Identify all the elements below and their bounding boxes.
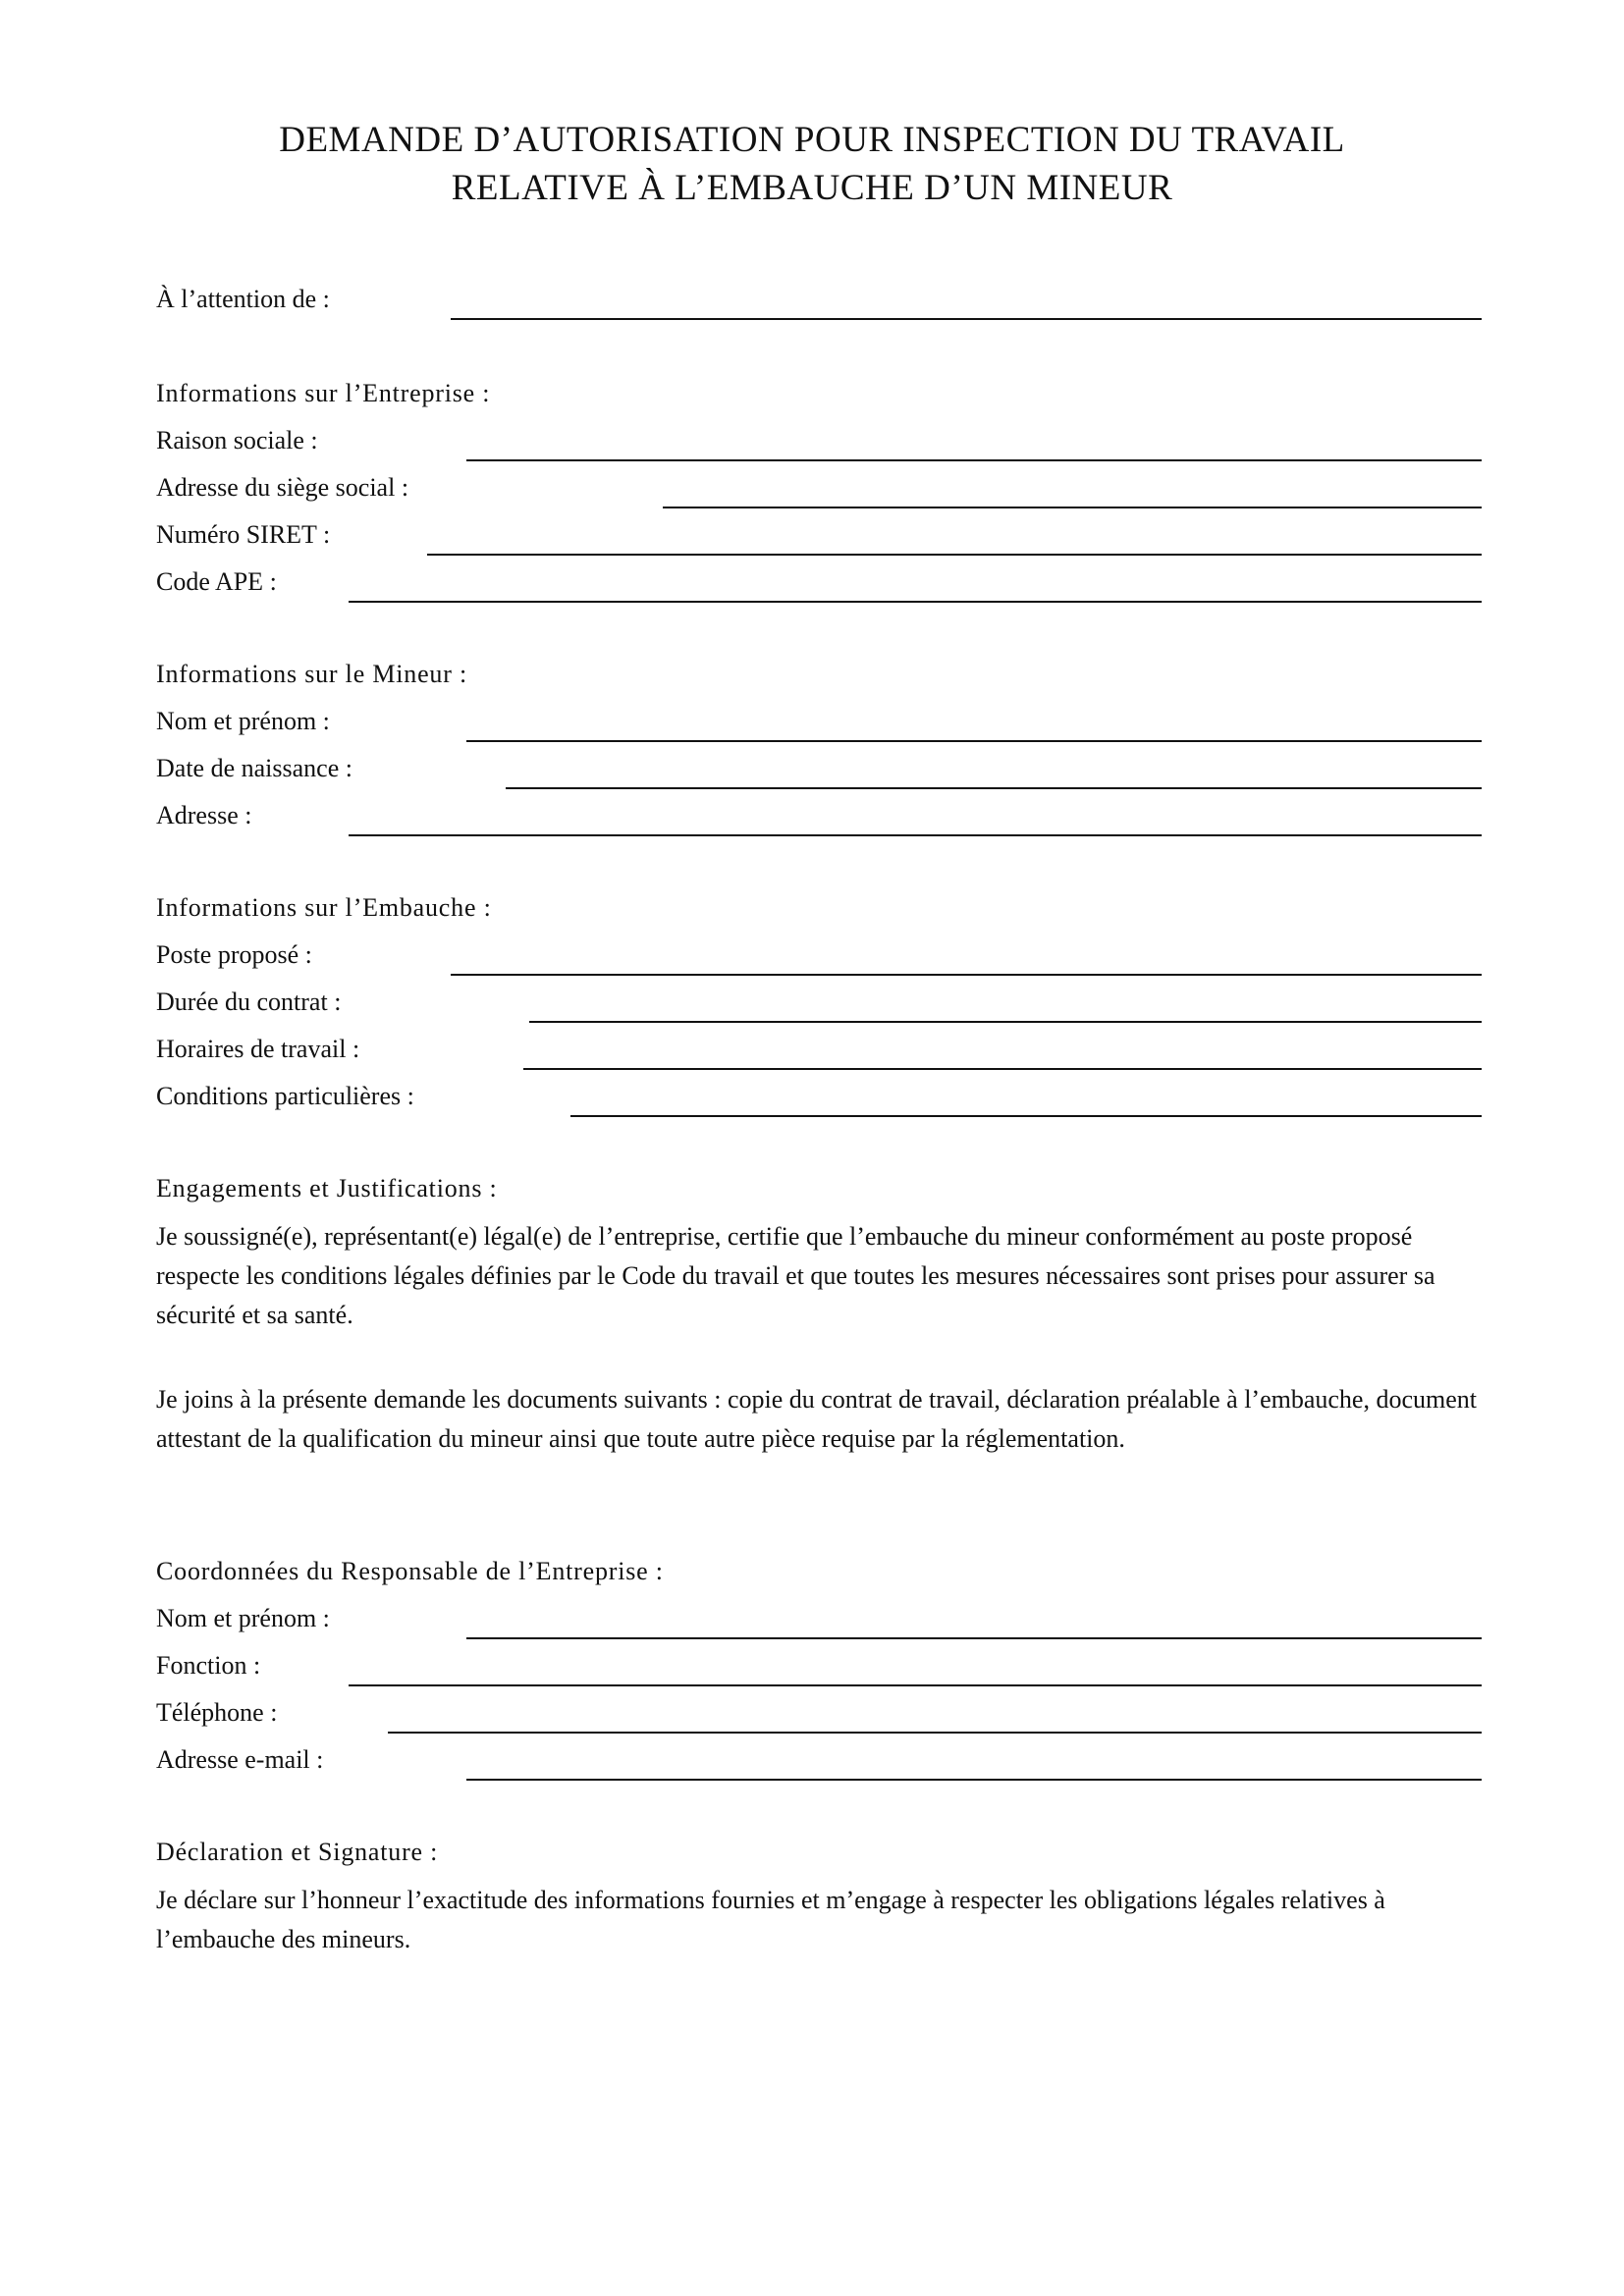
document-title: [0, 116, 1624, 212]
fonction-field[interactable]: [349, 1684, 1482, 1686]
raison-sociale-field[interactable]: [466, 459, 1482, 461]
mineur-adresse-field[interactable]: [349, 834, 1482, 836]
engagements-paragraph-1: Je soussigné(e), représentant(e) légal(e) de l’entreprise, certifie que l’embauche du mineur conformément au poste proposé respecte les conditions légales définies par le Code du travail et que toutes les mesures nécessaires sont prises pour assurer sa sécurité et sa santé.: [156, 1222, 1435, 1329]
duree-label: Durée du contrat :: [156, 988, 342, 1016]
telephone-label: Téléphone :: [156, 1698, 278, 1727]
embauche-heading: Informations sur l’Embauche :: [156, 893, 492, 922]
email-field[interactable]: [466, 1779, 1482, 1781]
engagements-paragraph-2: Je joins à la présente demande les documents suivants : copie du contrat de travail, déclaration préalable à l’embauche, document attestant de la qualification du mineur ainsi que toute autre pièce requise par la réglementation.: [156, 1385, 1477, 1453]
email-label: Adresse e-mail :: [156, 1745, 324, 1774]
attention-field[interactable]: [451, 318, 1482, 320]
raison-sociale-row: [156, 422, 1482, 461]
ape-row: [156, 563, 1482, 603]
telephone-row: [156, 1694, 1482, 1734]
poste-row: [156, 936, 1482, 976]
conditions-row: [156, 1078, 1482, 1117]
engagements-heading: Engagements et Justifications :: [156, 1174, 498, 1202]
mineur-nom-row: [156, 703, 1482, 742]
declaration-heading: Déclaration et Signature :: [156, 1838, 439, 1866]
duree-field[interactable]: [529, 1021, 1482, 1023]
poste-field[interactable]: [451, 974, 1482, 976]
naissance-field[interactable]: [506, 787, 1482, 789]
responsable-nom-label: Nom et prénom :: [156, 1604, 330, 1632]
title-line-1: DEMANDE D’AUTORISATION POUR INSPECTION DU TRAVAIL: [279, 120, 1345, 160]
siret-label: Numéro SIRET :: [156, 520, 331, 549]
naissance-label: Date de naissance :: [156, 754, 352, 782]
siret-field[interactable]: [427, 554, 1482, 556]
title-line-2: RELATIVE À L’EMBAUCHE D’UN MINEUR: [451, 168, 1173, 208]
responsable-nom-field[interactable]: [466, 1637, 1482, 1639]
adresse-siege-row: [156, 469, 1482, 508]
entreprise-heading: Informations sur l’Entreprise :: [156, 379, 491, 407]
telephone-field[interactable]: [388, 1732, 1482, 1734]
horaires-label: Horaires de travail :: [156, 1035, 360, 1063]
conditions-field[interactable]: [570, 1115, 1482, 1117]
email-row: [156, 1741, 1482, 1781]
declaration-text: Je déclare sur l’honneur l’exactitude des informations fournies et m’engage à respecter les obligations légales relatives à l’embauche des mineurs.: [156, 1886, 1385, 1953]
fonction-row: [156, 1647, 1482, 1686]
raison-sociale-label: Raison sociale :: [156, 426, 318, 454]
attention-row: [156, 281, 1482, 320]
attention-label: À l’attention de :: [156, 285, 330, 313]
horaires-field[interactable]: [523, 1068, 1482, 1070]
adresse-siege-label: Adresse du siège social :: [156, 473, 409, 502]
duree-row: [156, 984, 1482, 1023]
naissance-row: [156, 750, 1482, 789]
fonction-label: Fonction :: [156, 1651, 261, 1680]
mineur-adresse-label: Adresse :: [156, 801, 252, 829]
siret-row: [156, 516, 1482, 556]
responsable-nom-row: [156, 1600, 1482, 1639]
poste-label: Poste proposé :: [156, 940, 312, 969]
ape-field[interactable]: [349, 601, 1482, 603]
conditions-label: Conditions particulières :: [156, 1082, 414, 1110]
mineur-nom-label: Nom et prénom :: [156, 707, 330, 735]
adresse-siege-field[interactable]: [663, 507, 1482, 508]
responsable-heading: Coordonnées du Responsable de l’Entreprise :: [156, 1557, 664, 1585]
ape-label: Code APE :: [156, 567, 277, 596]
horaires-row: [156, 1031, 1482, 1070]
mineur-adresse-row: [156, 797, 1482, 836]
mineur-nom-field[interactable]: [466, 740, 1482, 742]
mineur-heading: Informations sur le Mineur :: [156, 660, 468, 688]
